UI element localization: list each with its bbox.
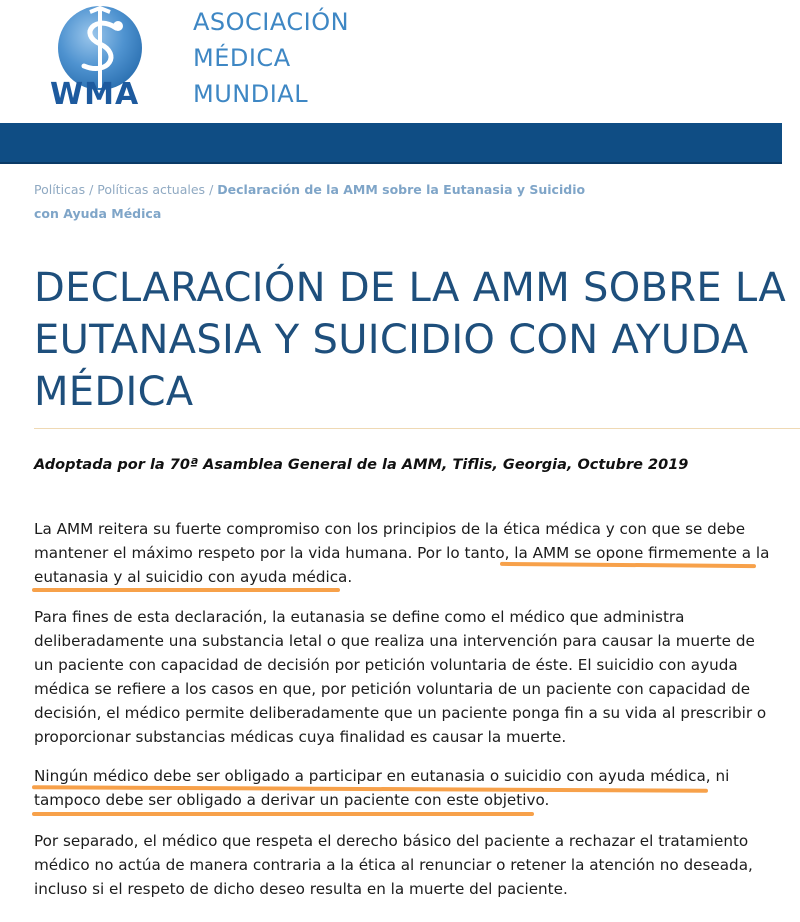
- main-nav-bar: [0, 123, 782, 164]
- highlight-underline: [32, 588, 340, 592]
- paragraph-4: Por separado, el médico que respeta el derecho básico del paciente a rechazar el tratamiento médico no actúa de manera contraria a la ética al renunciar o retener la atención no deseada, incluso si el respeto de dicho deseo resulta en la muerte del paciente.: [34, 832, 753, 898]
- wma-logo[interactable]: [48, 4, 166, 112]
- org-name-line: MÉDICA: [193, 44, 291, 72]
- breadcrumb-link-politicas[interactable]: Políticas: [34, 182, 86, 197]
- org-name-line: MUNDIAL: [193, 80, 309, 108]
- organization-name[interactable]: [193, 4, 349, 112]
- site-header: [0, 0, 800, 122]
- org-name-line: ASOCIACIÓN: [193, 8, 350, 36]
- breadcrumb-link-politicas-actuales[interactable]: Políticas actuales: [97, 182, 206, 197]
- breadcrumb-separator: /: [209, 182, 214, 197]
- logo-text: WMA: [50, 77, 140, 112]
- breadcrumb: [34, 178, 594, 226]
- paragraph-3: Ningún médico debe ser obligado a participar en eutanasia o suicidio con ayuda médica, ni tampoco debe ser obligado a derivar un paciente con este objetivo.: [34, 767, 730, 809]
- title-divider: [34, 428, 800, 429]
- breadcrumb-separator: /: [89, 182, 94, 197]
- paragraph-1: La AMM reitera su fuerte compromiso con los principios de la ética médica y con que se debe mantener el máximo respeto por la vida humana. Por lo tanto, la AMM se opone firmemente a la eutanasia y al suicidio con ayuda médica.: [34, 520, 770, 586]
- paragraph-2: Para fines de esta declaración, la eutanasia se define como el médico que administra deliberadamente una substancia letal o que realiza una intervención para causar la muerte de un paciente con capacidad de decisión por petición voluntaria de éste. El suicidio con ayuda médica se refiere a los casos en que, por petición voluntaria de un paciente con capacidad de decisión, el médico permite deliberadamente que un paciente ponga fin a su vida al prescribir o proporcionar substancias médicas cuya finalidad es causar la muerte.: [34, 608, 767, 746]
- highlight-underline: [32, 812, 534, 816]
- page-title: DECLARACIÓN DE LA AMM SOBRE LA EUTANASIA Y SUICIDIO CON AYUDA MÉDICA: [34, 265, 787, 415]
- adoption-note: Adoptada por la 70ª Asamblea General de la AMM, Tiflis, Georgia, Octubre 2019: [34, 457, 689, 473]
- nav-bar-edge: [782, 123, 800, 164]
- breadcrumb-current: Declaración de la AMM sobre la Eutanasia y Suicidio con Ayuda Médica: [34, 182, 586, 221]
